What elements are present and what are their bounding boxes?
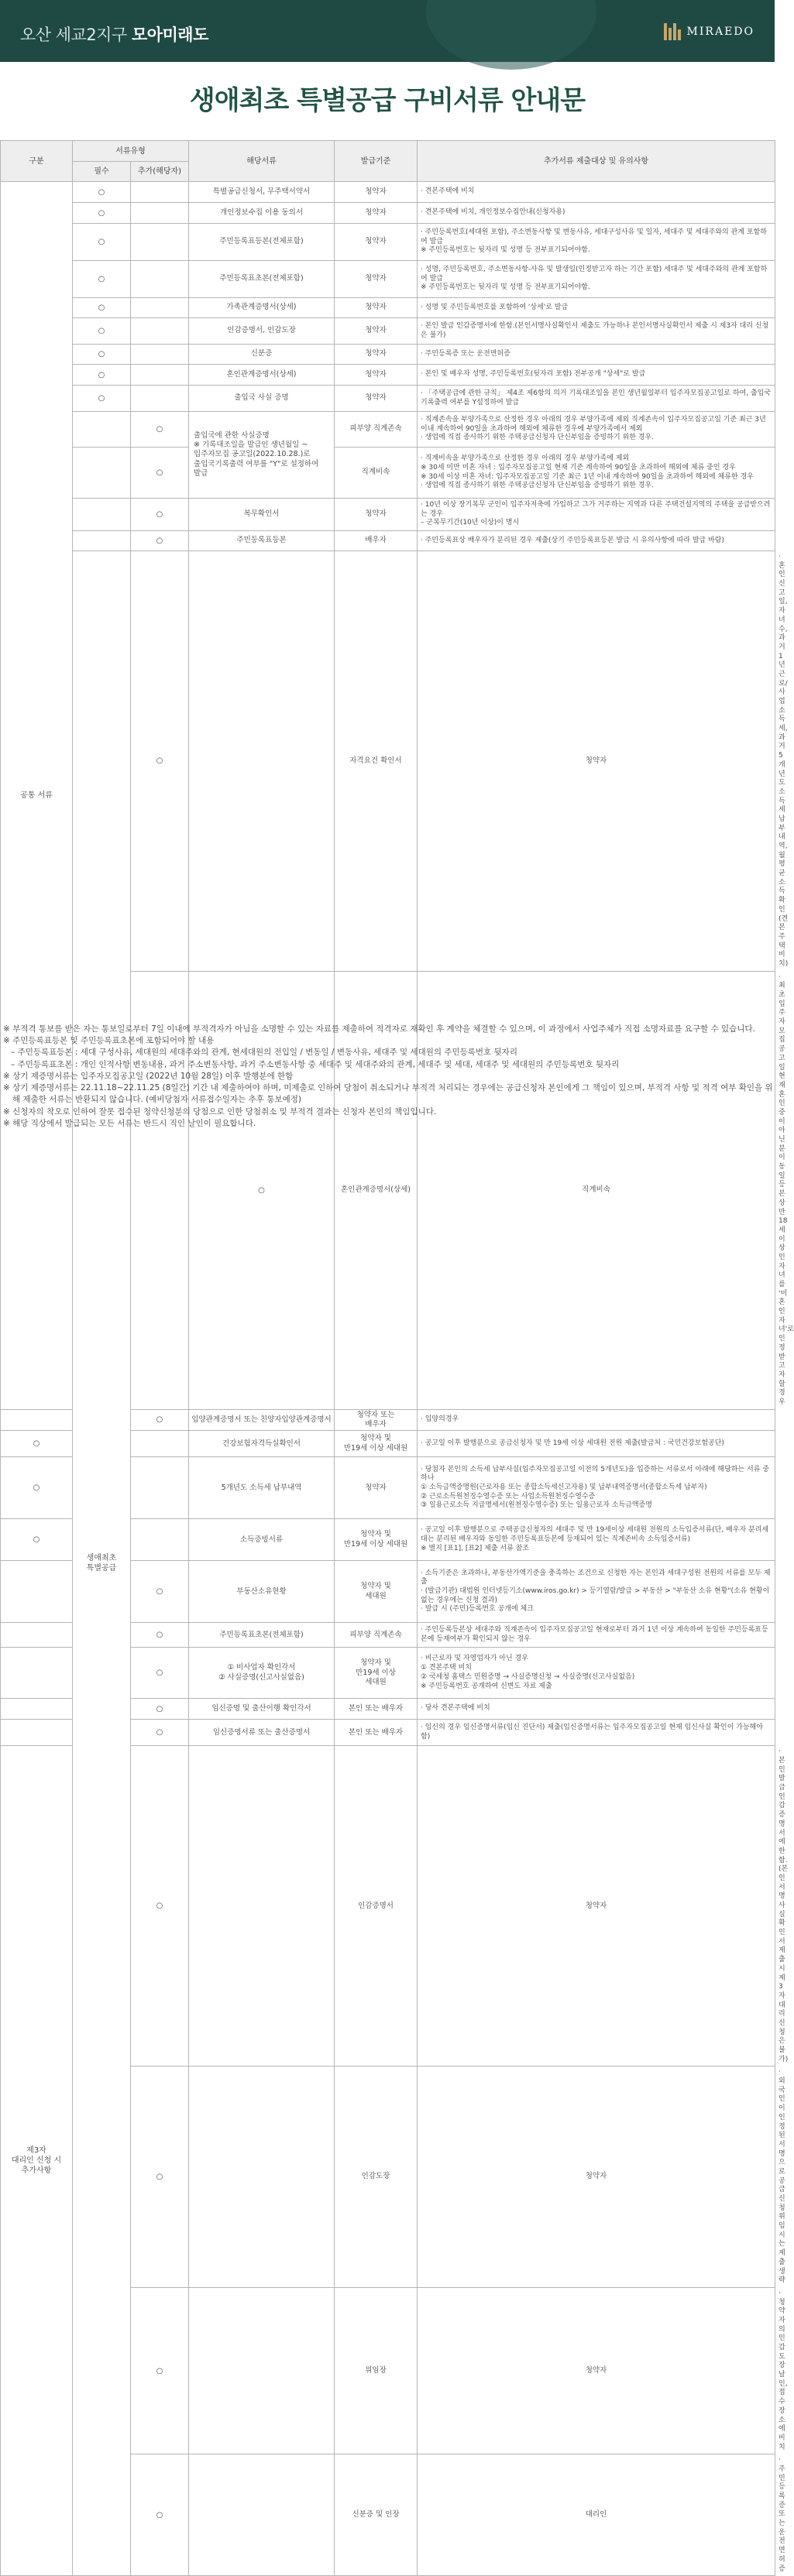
- brand-name: MIRAEDO: [686, 26, 754, 38]
- document-name: 임신증명 및 출산이행 확인각서: [189, 1699, 335, 1720]
- issuer: 청약자: [335, 345, 418, 365]
- table-row: [1, 224, 775, 261]
- document-name: 인감증명서, 인감도장: [189, 318, 335, 345]
- note: · 주민등록등본상 세대주와 직계존속이 입주자모집공고일 현재로부터 과거 1년 이상 계속하여 동일한 주민등록표등본에 등재여부가 확인되지 않는 경우: [418, 1623, 775, 1648]
- note: · 성명, 주민등록번호, 주소변동사항-사유 및 발생일(인정받고자 하는 기간 포함) 세대주 및 세대주와의 관계 포함하여 발급 ※ 주민등록번호는 뒷자리 및 성명 등 전부표기되어야함.: [418, 261, 775, 298]
- miraedo-logo-icon: [664, 23, 681, 40]
- issuer: 청약자: [335, 499, 418, 531]
- additional-mark: ○: [131, 531, 189, 551]
- note: · 공고일 이후 발행분으로 공급신청자 및 만 19세 이상 세대원 전원 제출(발급처 : 국민건강보험공단): [418, 1431, 775, 1457]
- required-mark: ○: [131, 2067, 189, 2288]
- header-required: 필수: [73, 162, 131, 182]
- required-mark: ○: [131, 2454, 189, 2576]
- issuer: 청약자: [418, 1746, 775, 2067]
- issuer: 청약자: [335, 261, 418, 298]
- table-row: ○ 혼인관계증명서(상세) 직계비속 · 최초 입주자 모집공고일 현재 혼인 중이 아닌 분이 동일 등본상 만18세 이상인 자녀를 '미혼인 자녀'로 인정받고자 할 경우: [1, 971, 775, 1409]
- group-first-time: 생애최초 특별공급: [73, 551, 131, 2576]
- document-name: 위임장: [335, 2287, 418, 2454]
- table-row: [1, 182, 775, 203]
- header-doc-type: 서류유형: [73, 141, 189, 162]
- issuer: 청약자 및 만19세 이상 세대원: [335, 1648, 418, 1699]
- required-cell: [1, 1699, 73, 1720]
- brand-logo: [664, 23, 754, 40]
- table-row: [1, 261, 775, 298]
- required-mark: ○: [1, 1431, 73, 1457]
- required-mark: ○: [73, 224, 131, 261]
- required-cell: [73, 412, 131, 448]
- note: · 성명 및 주민등록번호를 포함하여 '상세'로 발급: [418, 298, 775, 318]
- required-cell: [73, 531, 131, 551]
- note: · 견본주택에 비치, 개인정보수집안내(신청자용): [418, 203, 775, 224]
- header-additional: 추가(해당자): [131, 162, 189, 182]
- additional-mark: ○: [131, 1409, 189, 1431]
- document-name: 주민등록표등본(전체포함): [189, 224, 335, 261]
- note: · 주민등록증 또는 운전면허증: [418, 345, 775, 365]
- issuer: 청약자: [418, 2067, 775, 2288]
- table-row: 제3자 대리인 신청 시 추가사항 ○ 인감증명서 청약자 · 본인 발급 인감증명서에 한함.(본인서명사실확인서 제출 시 제3자 대리 신청은 불가): [1, 1746, 775, 2067]
- table-row: [1, 365, 775, 386]
- header-division: 구분: [1, 141, 73, 182]
- additional-cell: [189, 2287, 335, 2454]
- document-name: 부동산소유현황: [189, 1561, 335, 1623]
- document-name: 신분증: [189, 345, 335, 365]
- additional-cell: [131, 1431, 189, 1457]
- document-name: 신분증 및 인장: [335, 2454, 418, 2576]
- additional-mark: ○: [131, 1720, 189, 1746]
- required-mark: ○: [131, 1746, 189, 2067]
- required-mark: ○: [73, 345, 131, 365]
- header-notes: 추가서류 제출대상 및 유의사항: [418, 141, 775, 182]
- required-cell: [1, 1409, 73, 1431]
- required-mark: ○: [1, 1519, 73, 1561]
- issuer: 청약자: [335, 365, 418, 386]
- note: · 본인 발급 인감증명서에 한함.(본인서명사실확인서 제출도 가능하나 본인서명사실확인서 제출 시 제3자 대리 신청은 불가): [418, 318, 775, 345]
- issuer: 청약자: [335, 224, 418, 261]
- note: · 공고일 이후 발행분으로 주택공급신청자의 세대주 및 만 19세이상 세대원 전원의 소득입증서류(단, 배우자 분리세대는 분리된 배우자와 동일한 주민등록표등본에 등재되어 있는 직계존비속 소득입증서류) ※ 별지 [표1], [표2] 제출 서류 참조: [418, 1519, 775, 1561]
- document-name: 건강보험자격득실확인서: [189, 1431, 335, 1457]
- document-name: 입양관계증명서 또는 친양자입양관계증명서: [189, 1409, 335, 1431]
- additional-mark: ○: [131, 448, 189, 499]
- additional-cell: [189, 2067, 335, 2288]
- issuer: 청약자: [335, 318, 418, 345]
- document-table: [0, 140, 794, 2576]
- issuer: 청약자: [335, 386, 418, 412]
- table-row: [1, 318, 775, 345]
- required-mark: ○: [131, 551, 189, 972]
- additional-cell: [131, 203, 189, 224]
- issuer: 청약자: [335, 182, 418, 203]
- required-cell: [1, 1623, 73, 1648]
- issuer: 배우자: [335, 531, 418, 551]
- additional-mark: ○: [131, 1623, 189, 1648]
- additional-cell: [189, 2454, 335, 2576]
- required-mark: ○: [73, 365, 131, 386]
- table-row: [1, 531, 775, 551]
- table-row: [1, 448, 775, 499]
- document-name: 혼인관계증명서(상세): [189, 365, 335, 386]
- document-name: 주민등록표등본: [189, 531, 335, 551]
- document-name: 주민등록표초본(전체포함): [189, 261, 335, 298]
- header-issuer: 발급기준: [335, 141, 418, 182]
- additional-cell: [131, 386, 189, 412]
- additional-cell: [189, 1746, 335, 2067]
- note: · 주민등록표상 배우자가 분리된 경우 제출(상기 주민등록표등본 발급 시 유의사항에 따라 발급 바람): [418, 531, 775, 551]
- document-name: 가족관계증명서(상세): [189, 298, 335, 318]
- additional-cell: [131, 182, 189, 203]
- note: · 견본주택에 비치: [418, 182, 775, 203]
- note: · 직계존속을 부양가족으로 산정한 경우 아래의 경우 부양가족에 제외 직계존속이 입주자모집공고일 기준 최근 3년 이내 계속하여 90일을 초과하여 해외에 체류한 경우에 부양가족에서 제외 · 생업에 직접 종사하기 위한 주택공급신청자 단신부임을 증빙하기 위한 경우.: [418, 412, 775, 448]
- additional-mark: ○: [131, 499, 189, 531]
- required-mark: ○: [1, 1457, 73, 1519]
- group-proxy: 제3자 대리인 신청 시 추가사항: [1, 1746, 73, 2576]
- additional-cell: [131, 224, 189, 261]
- footnote-sub: – 주민등록표등본 : 세대 구성사유, 세대원의 세대주와의 관계, 현세대원의 전입일 / 변동일 / 변동사유, 세대주 및 세대원의 주민등록번호 뒷자리: [11, 1048, 517, 1058]
- document-name: 개인정보수집 이용 동의서: [189, 203, 335, 224]
- required-mark: ○: [73, 298, 131, 318]
- required-cell: [1, 1720, 73, 1746]
- page-title: 생애최초 특별공급 구비서류 안내문: [189, 85, 586, 116]
- additional-mark: ○: [189, 971, 335, 1409]
- required-cell: [1, 1561, 73, 1623]
- additional-cell: [131, 261, 189, 298]
- issuer: 청약자 또는 배우자: [335, 1409, 418, 1431]
- issuer: 청약자: [335, 298, 418, 318]
- note: · 소득기준은 초과하나, 부동산가액기준을 충족하는 조건으로 신청한 자는 본인과 세대구성원 전원의 서류를 모두 제출 · (발급기관) 대법원 인터넷등기소(www.iros.go.kr) > 등기열람/발급 > 부동산 > "부동산 소유 현황"(소유 현황이 없는 경우에는 신청 결과) · 발급 시 (주민)등록번호 공개에 체크: [418, 1561, 775, 1623]
- table-row: [1, 412, 775, 448]
- table-row: ○ 인감도장 청약자 · 외국인이 인정된 서명으로 공급신청 위임 시는 제출 생략: [1, 2067, 775, 2288]
- issuer: 청약자 및 세대원: [335, 1561, 418, 1623]
- note: · 임신의 경우 임신증명서류(임신 진단서) 제출(임신증명서류는 입주자모집공고일 현재 임신사실 확인이 가능해야 함): [418, 1720, 775, 1746]
- additional-cell: [131, 1519, 189, 1561]
- document-name: 복무확인서: [189, 499, 335, 531]
- document-name: 혼인관계증명서(상세): [335, 971, 418, 1409]
- issuer: 본인 또는 배우자: [335, 1720, 418, 1746]
- table-row: [1, 345, 775, 365]
- additional-mark: ○: [131, 412, 189, 448]
- additional-cell: [131, 365, 189, 386]
- issuer: 청약자: [418, 551, 775, 972]
- footnotes: [3, 1024, 773, 1130]
- table-row: ○ 신분증 및 인장 대리인 · 주민등록증 또는 운전면허증: [1, 2454, 775, 2576]
- additional-cell: [131, 345, 189, 365]
- issuer: 직계비속: [335, 448, 418, 499]
- required-mark: ○: [73, 182, 131, 203]
- note: · 주민등록번호(세대원 포함), 주소변동사항 및 변동사유, 세대구성사유 및 일자, 세대주 및 세대주와의 관계 포함하여 발급 ※ 주민등록번호는 뒷자리 및 성명 등 전부표기되어야함.: [418, 224, 775, 261]
- note: · 비근로자 및 자영업자가 아닌 경우 ① 견본주택 비치 ② 국세청 홈택스 민원증명 → 사실증명신청 → 사실증명(신고사실없음) ※ 주민등록번호 공개하여 신변도 자료 제출: [418, 1648, 775, 1699]
- footnote: ※ 상기 제증명서류는 22.11.18~22.11.25 (8일간) 기간 내 제출하여야 하며, 미제출로 인하여 당첨이 취소되거나 부적격 처리되는 경우에는 공급신청자 본인에게 그 책임이 있으며, 부적격 사항 및 적격 여부 확인을 위해 제출한 서류는 반환되지 않습니다. (예비당첨자 서류접수일자는 추후 통보예정): [3, 1083, 773, 1105]
- document-name: 출입국에 관한 사실증명 ※ 기록대조일을 발급인 생년월일 ~ 입주자모집 공고일(2022.10.28.)로 출입국기록출력 여부를 "Y"로 설정하여 발급: [189, 412, 335, 499]
- note: · 본인 및 배우자 성명, 주민등록번호(뒷자리 포함) 전부공개 "상세"로 발급: [418, 365, 775, 386]
- issuer: 청약자: [335, 1457, 418, 1519]
- required-mark: ○: [73, 261, 131, 298]
- project-brand-name: 모아미래도: [131, 26, 208, 44]
- additional-cell: [131, 1457, 189, 1519]
- footnote: ※ 부적격 통보를 받은 자는 통보일로부터 7일 이내에 부적격자가 아님을 소명할 수 있는 자료를 제출하여 적격자로 재확인 후 계약을 체결할 수 있으며, 이 과정에서 사업주체가 직접 소명자료를 요구할 수 있습니다.: [3, 1024, 755, 1034]
- issuer: 피부양 직계존속: [335, 1623, 418, 1648]
- document-name: 출입국 사실 증명: [189, 386, 335, 412]
- footnote: ※ 신청자의 착오로 인하여 잘못 접수된 청약신청분의 당첨으로 인한 당첨취소 및 부적격 결과는 신청자 본인의 책임입니다.: [3, 1106, 437, 1116]
- document-name: 특별공급신청서, 무주택서약서: [189, 182, 335, 203]
- table-row: ○ 위임장 청약자 · 청약자의 인감도장 날인, 접수 장소에 비치: [1, 2287, 775, 2454]
- additional-mark: ○: [131, 1561, 189, 1623]
- issuer: 청약자: [418, 2287, 775, 2454]
- table-row: [1, 499, 775, 531]
- issuer: 직계비속: [418, 971, 775, 1409]
- document-name: 5개년도 소득세 납부내역: [189, 1457, 335, 1519]
- additional-mark: ○: [131, 1648, 189, 1699]
- note: · 10년 이상 장기복무 군인이 입주자저축에 가입하고 그가 거주하는 지역과 다른 주택건설지역의 주택을 공급받으려는 경우 – 군복무기간(10년 이상)이 명시: [418, 499, 775, 531]
- document-name: ① 비사업자 확인각서 ② 사실증명(신고사실없음): [189, 1648, 335, 1699]
- issuer: 대리인: [418, 2454, 775, 2576]
- document-name: 인감도장: [335, 2067, 418, 2288]
- project-name: [20, 22, 208, 46]
- table-row: [1, 386, 775, 412]
- additional-cell: [131, 298, 189, 318]
- footnote: ※ 해당 직상에서 발급되는 모든 서류는 반드시 직인 날인이 필요합니다.: [3, 1118, 256, 1128]
- header-document: 해당서류: [189, 141, 335, 182]
- required-mark: ○: [73, 203, 131, 224]
- note: · 직계비속을 부양가족으로 산정한 경우 아래의 경우 부양가족에 제외 ※ 30세 미만 미혼 자녀 : 입주자모집공고일 현재 기준 계속하여 90일을 초과하여 해외에 체류 중인 경우 ※ 30세 이상 미혼 자녀: 입주자모집공고일 기준 최근 1년 이내 계속하여 90일을 초과하여 해외에 체류한 경우 · 생업에 직접 종사하기 위한 주택공급신청자 단신부임을 증빙하기 위한 경우.: [418, 448, 775, 499]
- issuer: 피부양 직계존속: [335, 412, 418, 448]
- document-name: 소득증빙서류: [189, 1519, 335, 1561]
- issuer: 청약자 및 만19세 이상 세대원: [335, 1519, 418, 1561]
- table-row: 생애최초 특별공급 ○ 자격요건 확인서 청약자 · 혼인신고일, 자녀수, 과거1년 근로/사업소득세, 과거 5개년도 소득세 납부내역, 월평균 소득 확인(견본주택 비치): [1, 551, 775, 972]
- note: · 「주택공급에 관한 규칙」 제4조 제6항의 의거 기록대조일을 본인 생년월일부터 입주자모집공고일로 하여, 출입국기록출력 여부를 Y설정하여 발급: [418, 386, 775, 412]
- table-row: [1, 298, 775, 318]
- additional-cell: [189, 551, 335, 972]
- document-name: 자격요건 확인서: [335, 551, 418, 972]
- required-mark: ○: [131, 2287, 189, 2454]
- note: · 당첨자 본인의 소득세 납부사실(입주자모집공고일 이전의 5개년도)을 입증하는 서류로서 아래에 해당하는 서류 중 하나 ① 소득금액증명원(근로자용 또는 종합소득세신고자용) 및 납부내역증명서(종합소득세 납부자) ② 근로소득원천징수영수증 또는 사업소득원천징수영수증 ③ 일용근로소득 지급명세서(원천징수영수증) 또는 일용근로자 소득금액증명: [418, 1457, 775, 1519]
- document-name: 인감증명서: [335, 1746, 418, 2067]
- banner-decoration: [426, 0, 596, 70]
- footnote-sub: – 주민등록표초본 : 개인 인적사항 변동내용, 과거 주소변동사항, 과거 주소변동사항 중 세대주 및 세대주와의 관계, 세대주 및 세대, 세대주 및 세대원의 주민등록번호 뒷자리: [11, 1059, 620, 1069]
- required-cell: [73, 499, 131, 531]
- note: · 당사 견본주택에 비치: [418, 1699, 775, 1720]
- required-cell: [1, 1648, 73, 1699]
- footnote: ※ 상기 제증명서류는 입주자모집공고일 (2022년 10월 28일) 이후 발행분에 한함: [3, 1071, 294, 1081]
- additional-mark: ○: [131, 1699, 189, 1720]
- required-mark: ○: [73, 318, 131, 345]
- footnote: ※ 주민등록표등본 및 주민등록표초본에 포함되어야 할 내용: [3, 1036, 215, 1046]
- group-common: 공통 서류: [1, 182, 73, 1410]
- project-location: 오산 세교2지구: [20, 26, 132, 44]
- top-banner: [0, 0, 775, 62]
- document-name: 임신증명서류 또는 출산증명서: [189, 1720, 335, 1746]
- required-mark: ○: [73, 386, 131, 412]
- issuer: 청약자: [335, 203, 418, 224]
- note: · 입양의경우: [418, 1409, 775, 1431]
- table-row: [1, 203, 775, 224]
- issuer: 본인 또는 배우자: [335, 1699, 418, 1720]
- additional-cell: [131, 318, 189, 345]
- required-cell: [73, 448, 131, 499]
- document-name: 주민등록표초본(전체포함): [189, 1623, 335, 1648]
- issuer: 청약자 및 만19세 이상 세대원: [335, 1431, 418, 1457]
